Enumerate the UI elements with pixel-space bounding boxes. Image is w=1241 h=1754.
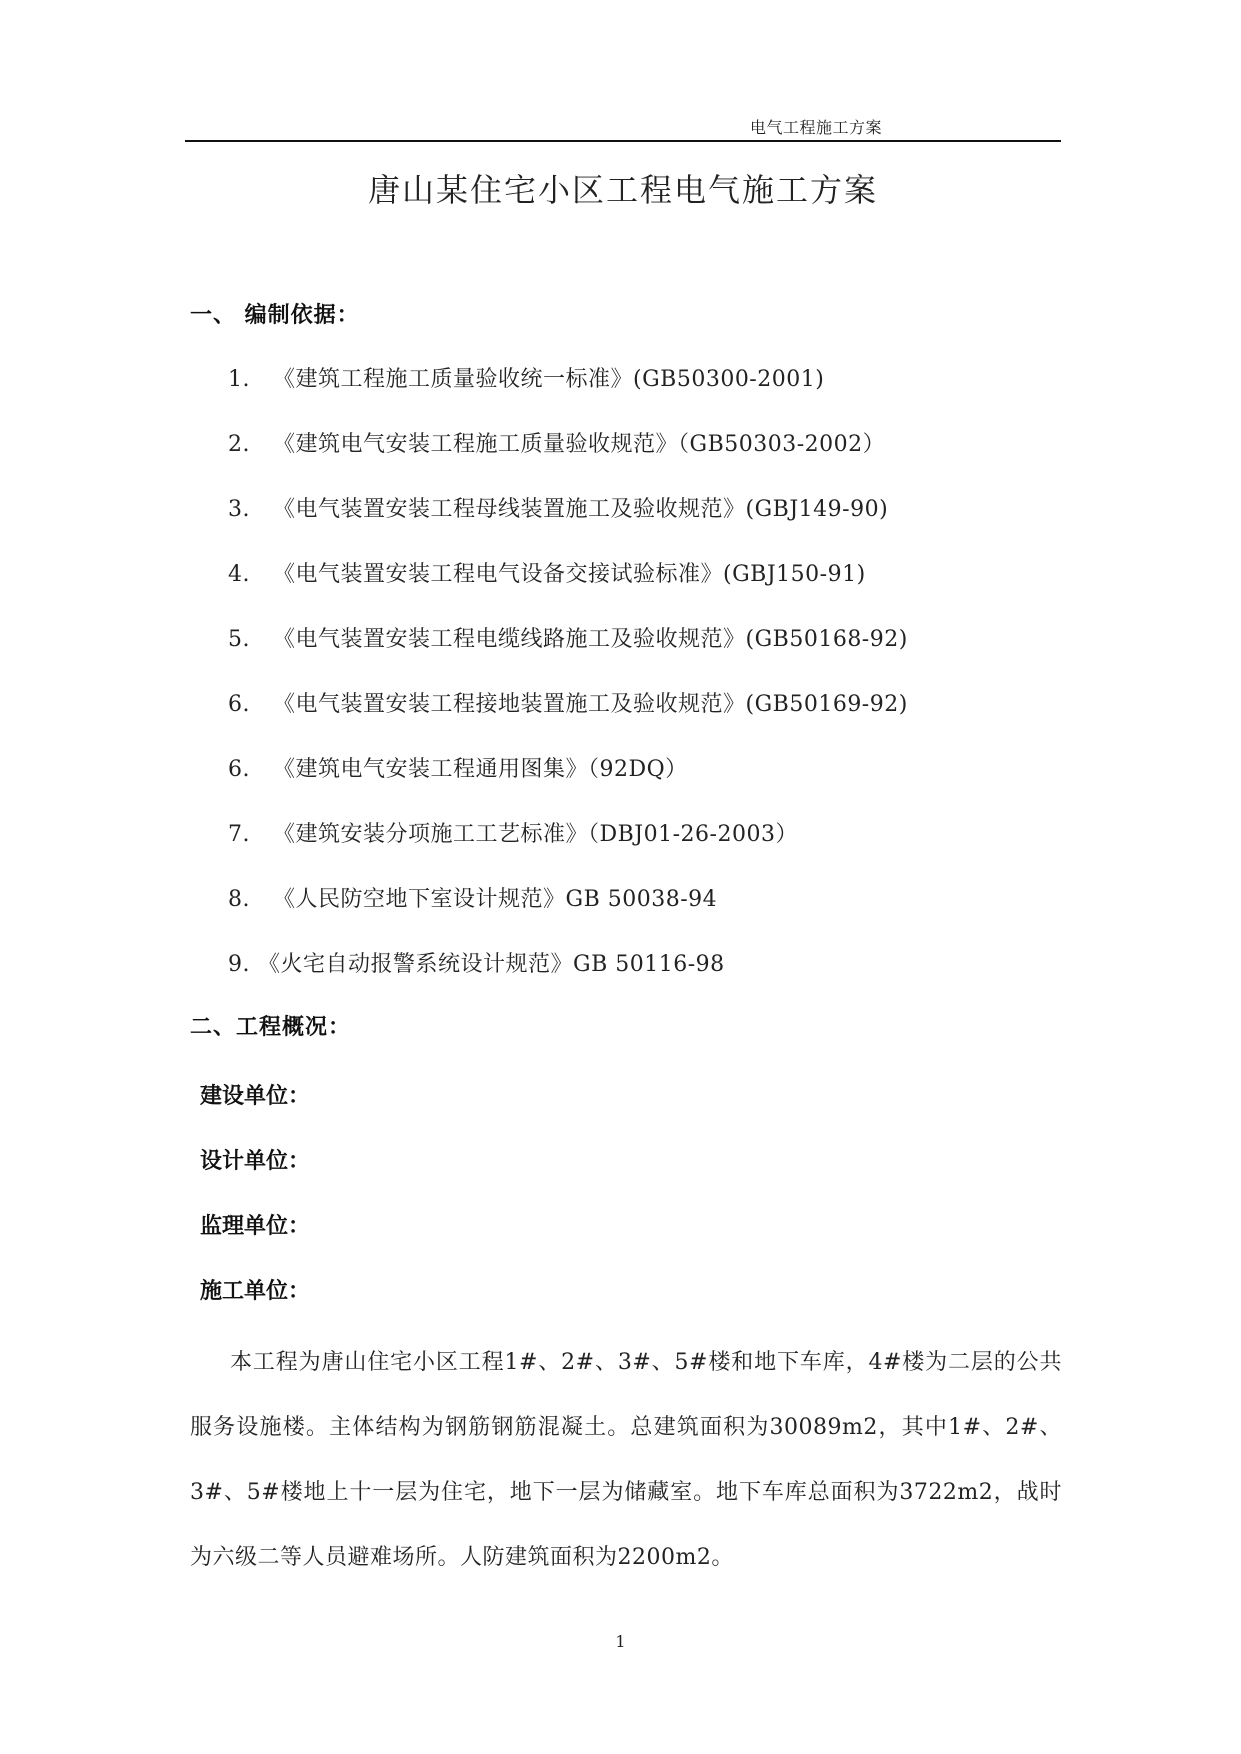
- unit-label-contractor: 施工单位：: [200, 1279, 311, 1304]
- document-title: 唐山某住宅小区工程电气施工方案: [367, 171, 878, 209]
- list-item-number: 3.: [228, 497, 250, 522]
- running-header: 电气工程施工方案: [750, 118, 883, 137]
- list-item: [228, 427, 908, 492]
- list-item-text: 《电气装置安装工程接地装置施工及验收规范》(GB50169-92): [273, 692, 908, 717]
- list-item: [228, 817, 908, 882]
- list-item: [228, 622, 908, 687]
- section-heading-overview: 二、工程概况：: [190, 1015, 352, 1040]
- list-item: [228, 882, 908, 947]
- list-item: [228, 557, 908, 622]
- list-item-text: 《建筑电气安装工程施工质量验收规范》（GB50303-2002）: [273, 432, 886, 457]
- list-item-number: 1.: [228, 367, 250, 392]
- list-item: [228, 362, 908, 427]
- list-item: [228, 947, 908, 1012]
- page-number: 1: [615, 1632, 626, 1651]
- unit-label-construction: 建设单位：: [200, 1084, 311, 1109]
- header-rule: [185, 140, 1061, 142]
- list-item-text: 《火宅自动报警系统设计规范》GB 50116-98: [258, 952, 725, 977]
- list-item-text: 《电气装置安装工程电气设备交接试验标准》(GBJ150-91): [273, 562, 866, 587]
- list-item: [228, 687, 908, 752]
- section-heading-basis: 一、 编制依据：: [190, 303, 360, 328]
- list-item: [228, 492, 908, 557]
- list-item-number: 4.: [228, 562, 250, 587]
- overview-paragraph: 本工程为唐山住宅小区工程1#、2#、3#、5#楼和地下车库，4#楼为二层的公共服务设施楼。主体结构为钢筋钢筋混凝土。总建筑面积为30089m2，其中1#、2#、3#、5#楼地上十一层为住宅，地下一层为储藏室。地下车库总面积为3722m2，战时为六级二等人员避难场所。人防建筑面积为2200m2。: [190, 1350, 1062, 1570]
- list-item: [228, 752, 908, 817]
- unit-label-supervision: 监理单位：: [200, 1214, 311, 1239]
- list-item-number: 9.: [228, 952, 250, 977]
- list-item-number: 5.: [228, 627, 250, 652]
- list-item-text: 《人民防空地下室设计规范》GB 50038-94: [273, 887, 718, 912]
- list-item-text: 《建筑电气安装工程通用图集》（92DQ）: [273, 757, 688, 782]
- list-item-number: 6.: [228, 692, 250, 717]
- unit-label-design: 设计单位：: [200, 1149, 311, 1174]
- list-item-text: 《电气装置安装工程电缆线路施工及验收规范》(GB50168-92): [273, 627, 908, 652]
- list-item-text: 《建筑安装分项施工工艺标准》（DBJ01-26-2003）: [273, 822, 798, 847]
- basis-list: [228, 362, 908, 1012]
- unit-list: [200, 1079, 310, 1339]
- list-item-number: 6.: [228, 757, 250, 782]
- list-item-text: 《电气装置安装工程母线装置施工及验收规范》(GBJ149-90): [273, 497, 889, 522]
- list-item-number: 2.: [228, 432, 250, 457]
- list-item-text: 《建筑工程施工质量验收统一标准》(GB50300-2001): [273, 367, 825, 392]
- list-item-number: 7.: [228, 822, 250, 847]
- list-item-number: 8.: [228, 887, 250, 912]
